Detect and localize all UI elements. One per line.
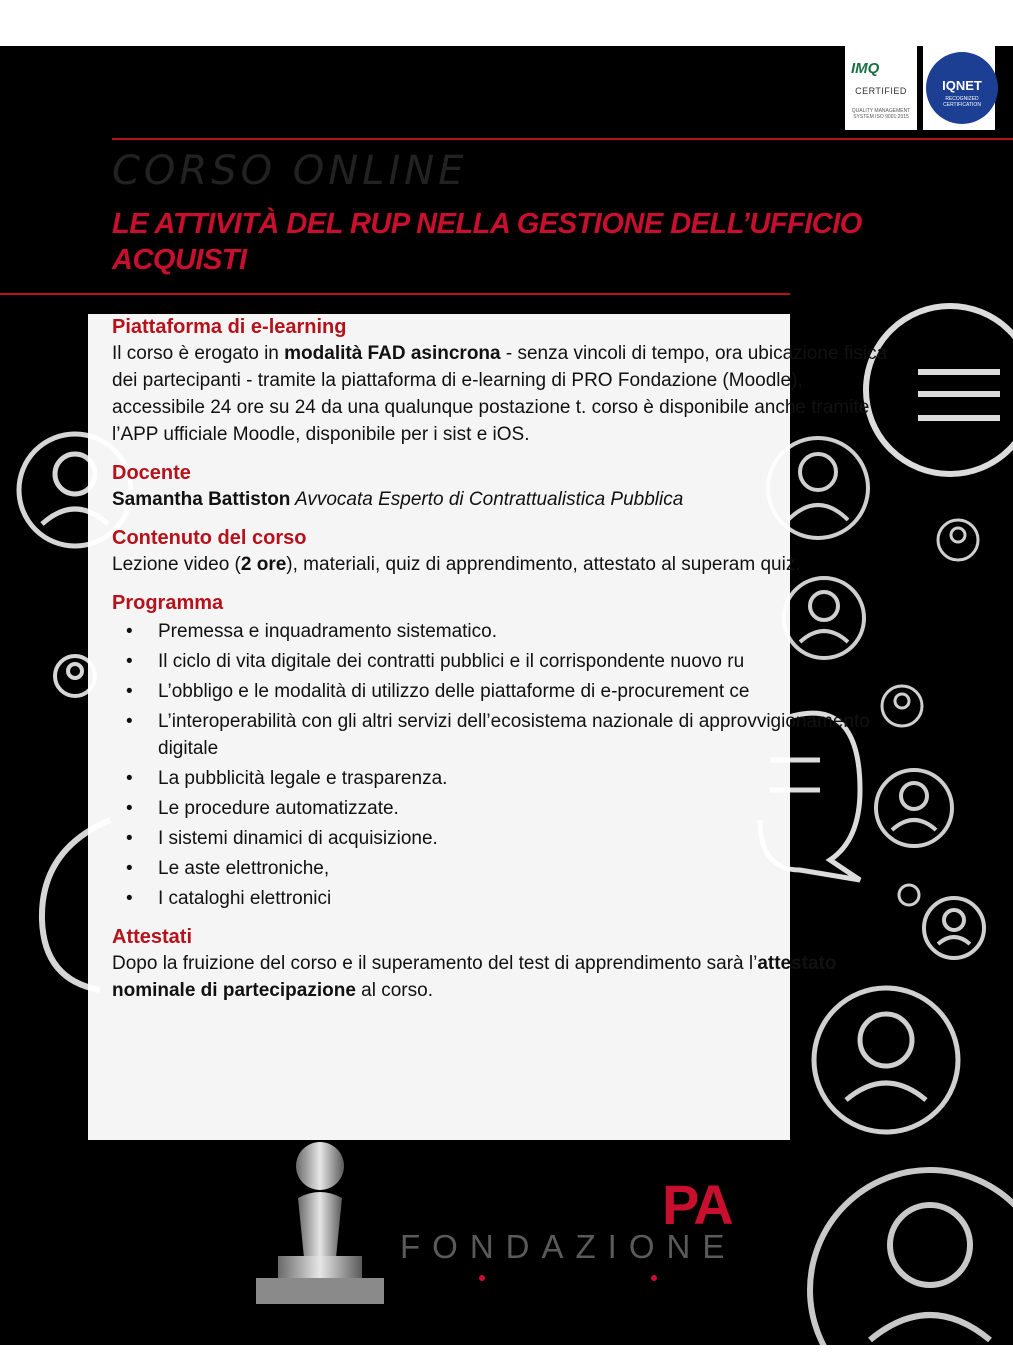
content-text-a: Lezione video (: [112, 554, 241, 575]
teacher-heading: Docente: [112, 462, 191, 484]
list-item: • Il ciclo di vita digitale dei contratti pubblici e il corrispondente nuovo ru: [112, 648, 892, 675]
certificates-text-bold: attestato nominale di partecipazione: [112, 953, 837, 1001]
imq-logo-label: CERTIFIED: [855, 86, 907, 96]
platform-text: [112, 340, 892, 448]
platform-heading: Piattaforma di e-learning: [112, 316, 347, 338]
list-item: • Le aste elettroniche,: [112, 855, 892, 882]
course-kicker: CORSO ONLINE: [112, 148, 468, 194]
platform-text-b: - senza vincoli di tempo, ora ubicazione fisica dei partecipanti - tramite la piattaforma di e-learning di PRO Fondazione (Moodle), accessibile 24 ore su 24 da una qualunque postazione t. corso è disponibile anche tramite l’APP ufficiale Moodle, disponibile per i sist e iOS.: [112, 343, 888, 445]
course-title: LE ATTIVITÀ DEL RUP NELLA GESTIONE DELL’UFFICIO ACQUISTI: [112, 208, 862, 276]
content-text-b: ), materiali, quiz di apprendimento, attestato al superam quiz.: [286, 554, 801, 575]
divider-top: [112, 138, 1013, 140]
brand-dots: [470, 1270, 670, 1286]
brand-mark: PA: [662, 1173, 732, 1236]
list-item: • L’interoperabilità con gli altri servizi dell’ecosistema nazionale di approvvigionamento digitale: [112, 708, 892, 762]
content-text: [112, 551, 892, 578]
imq-logo-name: IMQ: [851, 60, 880, 77]
list-item: • I sistemi dinamici di acquisizione.: [112, 825, 892, 852]
iqnet-logo-name: IQNET: [942, 78, 982, 93]
user-icon: [882, 520, 978, 905]
certificates-heading: Attestati: [112, 926, 193, 948]
bottom-margin: [0, 1345, 1013, 1369]
content-text-bold: 2 ore: [240, 554, 287, 575]
teacher-role: Avvocata Esperto di Contrattualistica Pubblica: [290, 489, 684, 510]
list-item: • Le procedure automatizzate.: [112, 795, 892, 822]
iqnet-logo-sub: RECOGNIZED CERTIFICATION: [943, 96, 981, 108]
list-item: • L’obbligo e le modalità di utilizzo delle piattaforme di e-procurement ce: [112, 678, 892, 705]
imq-certified-logo: [845, 46, 917, 130]
iqnet-logo: [923, 46, 995, 130]
teacher-text: [112, 486, 892, 513]
teacher-name: Samantha Battiston: [112, 489, 291, 510]
platform-text-a: Il corso è erogato in: [112, 343, 285, 364]
brand-word: FONDAZIONE: [400, 1228, 737, 1265]
program-heading: Programma: [112, 592, 224, 614]
course-details: [112, 314, 892, 1016]
certificates-text-b: al corso.: [355, 980, 433, 1001]
chess-pawn-logo: [250, 1138, 390, 1308]
program-list: [112, 618, 892, 912]
divider-bottom: [0, 293, 790, 295]
certificates-text: [112, 950, 892, 1004]
imq-logo-sub: QUALITY MANAGEMENT SYSTEM ISO 9001:2015: [851, 108, 911, 120]
certificates-text-a: Dopo la fruizione del corso e il superamento del test di apprendimento sarà l’: [112, 953, 758, 974]
list-item: • Premessa e inquadramento sistematico.: [112, 618, 892, 645]
user-icon: [810, 1170, 1013, 1369]
list-item: • I cataloghi elettronici: [112, 885, 892, 912]
content-heading: Contenuto del corso: [112, 527, 307, 549]
user-icon: [924, 898, 984, 958]
platform-text-bold: modalità FAD asincrona: [284, 343, 501, 364]
list-item: • La pubblicità legale e trasparenza.: [112, 765, 892, 792]
